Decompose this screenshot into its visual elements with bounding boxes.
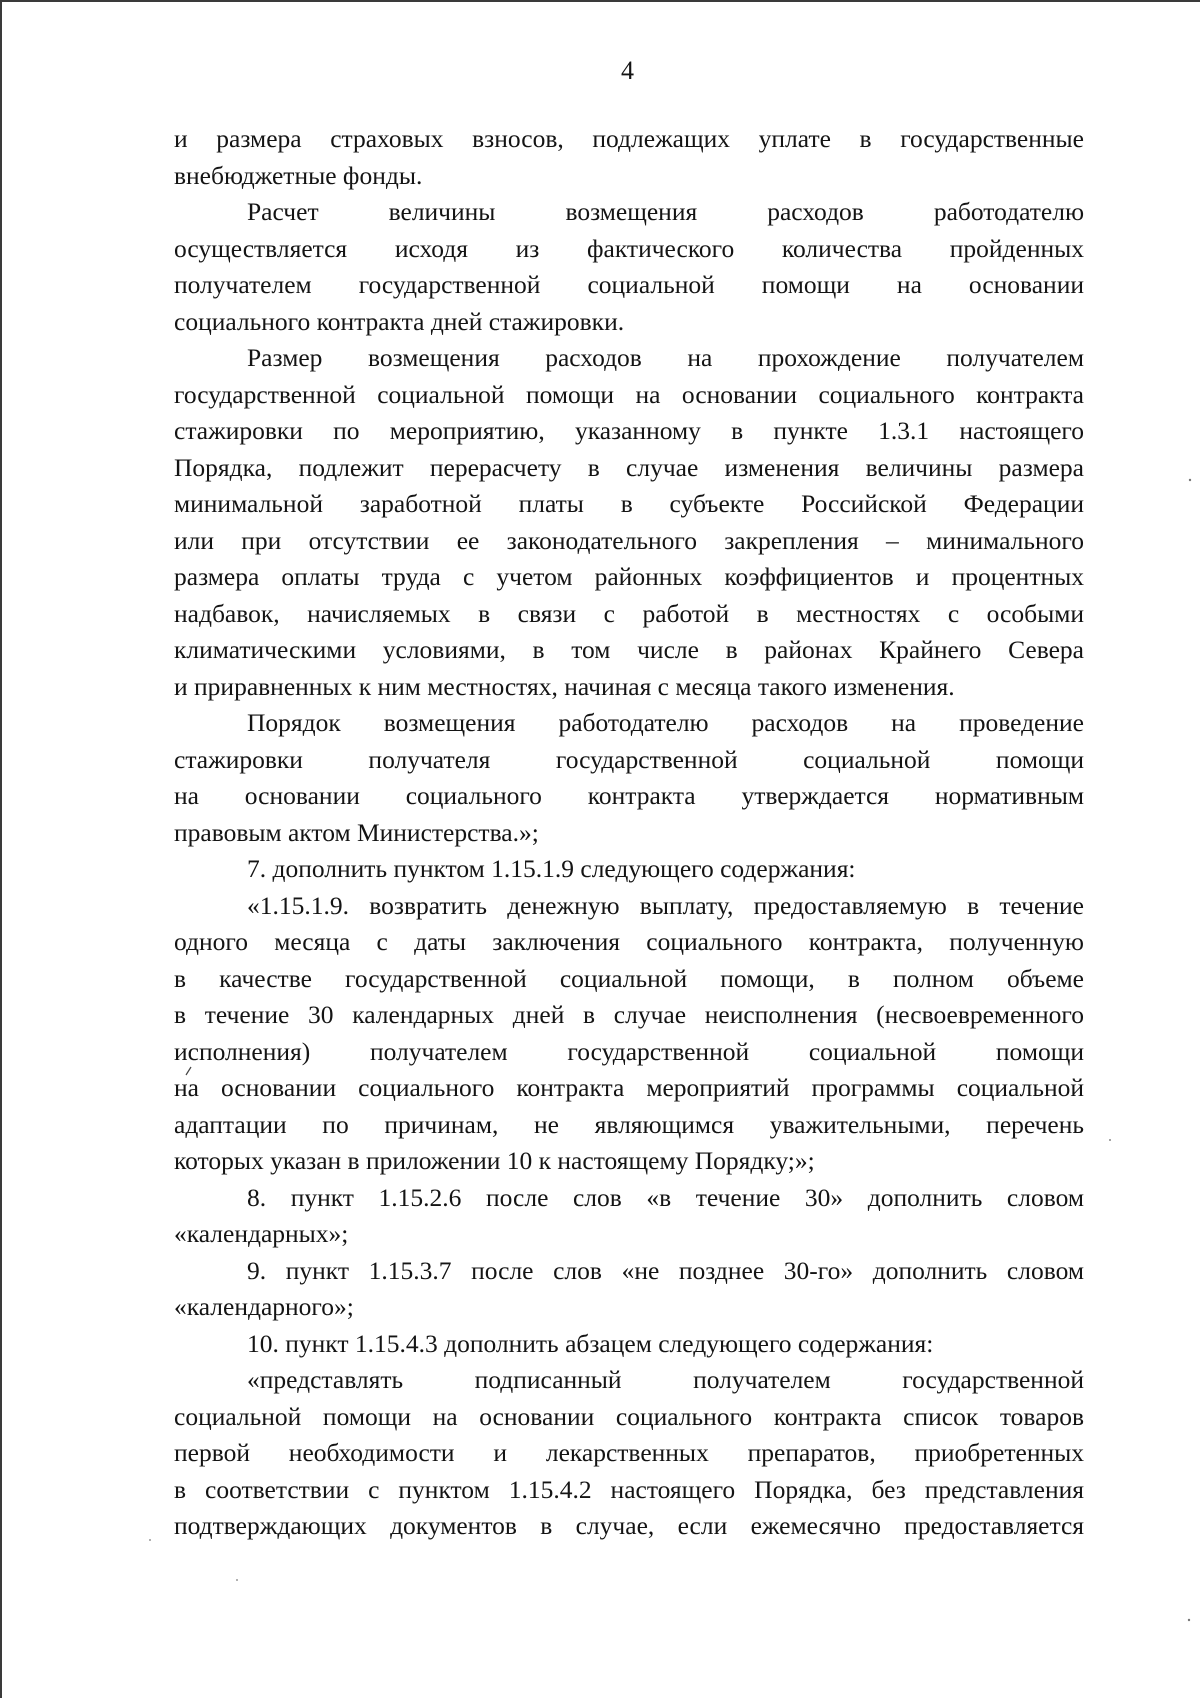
text-line: правовым актом Министерства.»; [174, 817, 539, 847]
text-line: на основании социального контракта мероприятий программы социальной [174, 1073, 1084, 1102]
text-line: одного месяца с даты заключения социального контракта, полученную [174, 927, 1084, 956]
text-line: и приравненных к ним местностях, начиная с месяца такого изменения. [174, 671, 955, 701]
text-line: «представлять подписанный получателем государственной [247, 1365, 1084, 1394]
text-line: исполнения) получателем государственной социальной помощи [174, 1036, 1084, 1066]
text-line: социальной помощи на основании социального контракта список товаров [174, 1401, 1084, 1431]
scan-speck [149, 1539, 151, 1541]
text-line: и размера страховых взносов, подлежащих уплате в государственные [174, 124, 1084, 153]
text-line: надбавок, начисляемых в связи с работой в местностях с особыми [174, 598, 1084, 628]
text-line: на основании социального контракта утверждается нормативным [174, 781, 1084, 810]
text-line: 8. пункт 1.15.2.6 после слов «в течение 30» дополнить словом [247, 1182, 1084, 1212]
body-text [174, 121, 1084, 1545]
text-line: социального контракта дней стажировки. [174, 306, 625, 336]
scan-speck [1189, 479, 1191, 481]
scan-speck [1188, 1619, 1190, 1621]
text-line: адаптации по причинам, не являющимся уважительными, перечень [174, 1109, 1084, 1139]
text-line: стажировки получателя государственной социальной помощи [174, 744, 1084, 774]
text-line: подтверждающих документов в случае, если ежемесячно предоставляется [174, 1511, 1084, 1540]
text-line: климатическими условиями, в том числе в районах Крайнего Севера [174, 635, 1084, 664]
text-line: «календарных»; [174, 1219, 349, 1248]
text-line: в течение 30 календарных дней в случае неисполнения (несвоевременного [174, 1000, 1084, 1029]
text-line: государственной социальной помощи на основании социального контракта [174, 379, 1084, 409]
text-line: 7. дополнить пунктом 1.15.1.9 следующего содержания: [247, 854, 856, 883]
text-line: «календарного»; [174, 1292, 354, 1321]
text-line: стажировки по мероприятию, указанному в пункте 1.3.1 настоящего [174, 416, 1084, 445]
text-line: размера оплаты труда с учетом районных коэффициентов и процентных [174, 562, 1084, 591]
text-line: Порядка, подлежит перерасчету в случае изменения величины размера [174, 452, 1084, 482]
text-line: «1.15.1.9. возвратить денежную выплату, предоставляемую в течение [247, 890, 1084, 920]
text-line: внебюджетные фонды. [174, 160, 423, 190]
text-line: или при отсутствии ее законодательного закрепления – минимального [174, 525, 1084, 555]
text-line: которых указан в приложении 10 к настоящему Порядку;»; [174, 1146, 815, 1175]
scan-border-left [0, 0, 2, 1698]
text-line: минимальной заработной платы в субъекте Российской Федерации [174, 489, 1084, 518]
text-line: в соответствии с пунктом 1.15.4.2 настоящего Порядка, без представления [174, 1474, 1084, 1504]
scan-border-top [0, 0, 1200, 2]
scan-speck [236, 1579, 238, 1581]
text-line: в качестве государственной социальной помощи, в полном объеме [174, 963, 1084, 993]
page-number: 4 [621, 56, 634, 85]
text-line: 9. пункт 1.15.3.7 после слов «не позднее 30-го» дополнить словом [247, 1255, 1084, 1285]
text-line: Порядок возмещения работодателю расходов на проведение [247, 708, 1084, 737]
scan-speck [1109, 1139, 1111, 1141]
text-line: получателем государственной социальной помощи на основании [174, 270, 1084, 299]
text-line: осуществляется исходя из фактического количества пройденных [174, 233, 1084, 263]
text-line: 10. пункт 1.15.4.3 дополнить абзацем следующего содержания: [247, 1328, 934, 1358]
text-line: первой необходимости и лекарственных препаратов, приобретенных [174, 1438, 1084, 1467]
text-line: Расчет величины возмещения расходов работодателю [247, 197, 1084, 226]
text-line: Размер возмещения расходов на прохождение получателем [247, 343, 1084, 372]
